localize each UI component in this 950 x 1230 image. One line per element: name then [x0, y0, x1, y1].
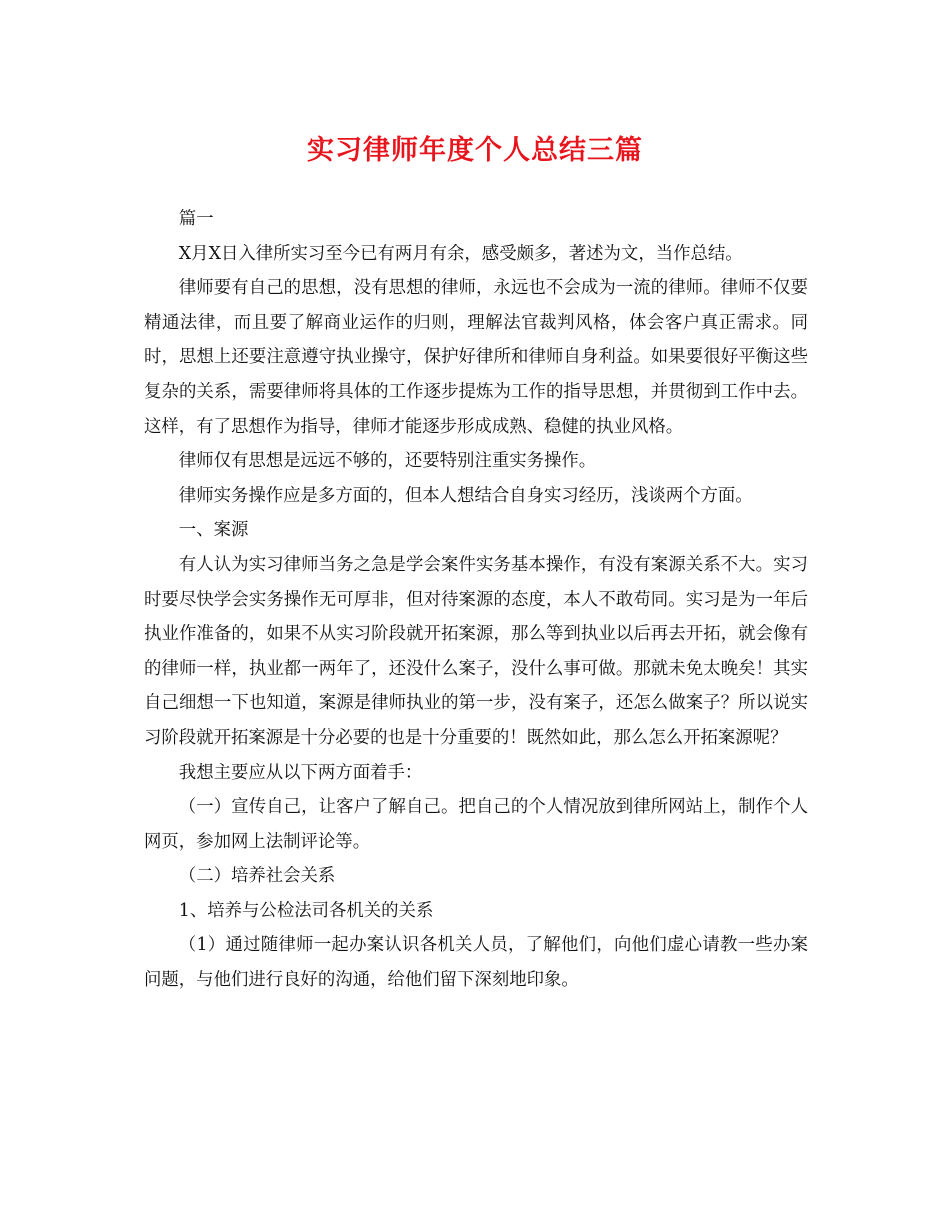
paragraph: 律师仅有思想是远远不够的，还要特别注重实务操作。: [178, 451, 597, 472]
paragraph: X月X日入律所实习至今已有两月有余，感受颇多，著述为文，当作总结。: [178, 243, 743, 264]
subheading: 1、培养与公检法司各机关的关系: [178, 900, 434, 921]
paragraph: （1）通过随律师一起办案认识各机关人员，了解他们，向他们虚心请教一些办案问题，与他们进行良好的沟通，给他们留下深刻地印象。: [144, 935, 808, 991]
section-heading-part-one: 篇一: [178, 209, 214, 229]
subheading: （二）培养社会关系: [178, 866, 336, 887]
paragraph: （一）宣传自己，让客户了解自己。把自己的个人情况放到律所网站上，制作个人网页，参加网上法制评论等。: [144, 797, 808, 852]
paragraph: 我想主要应从以下两方面着手：: [178, 762, 423, 783]
section-heading-case-source: 一、案源: [178, 520, 249, 541]
paragraph: 有人认为实习律师当务之急是学会案件实务基本操作，有没有案源关系不大。实习时要尽快学会实务操作无可厚非，但对待案源的态度，本人不敢苟同。实习是为一年后执业作准备的，如果不从实习阶段就开拓案源，那么等到执业以后再去开拓，就会像有的律师一样，执业都一两年了，还没什么案子，没什么事可做。那就未免太晚矣！其实自己细想一下也知道，案源是律师执业的第一步，没有案子，还怎么做案子？所以说实习阶段就开拓案源是十分必要的也是十分重要的！既然如此，那么怎么开拓案源呢？: [144, 554, 808, 748]
document-body: [144, 202, 808, 998]
paragraph: 律师实务操作应是多方面的，但本人想结合自身实习经历，浅谈两个方面。: [178, 485, 753, 506]
paragraph: 律师要有自己的思想，没有思想的律师，永远也不会成为一流的律师。律师不仅要精通法律，而且要了解商业运作的归则，理解法官裁判风格，体会客户真正需求。同时，思想上还要注意遵守执业操守，保护好律所和律师自身利益。如果要很好平衡这些复杂的关系，需要律师将具体的工作逐步提炼为工作的指导思想，并贯彻到工作中去。这样，有了思想作为指导，律师才能逐步形成成熟、稳健的执业风格。: [144, 278, 808, 437]
document-title: 实习律师年度个人总结三篇: [307, 135, 643, 166]
